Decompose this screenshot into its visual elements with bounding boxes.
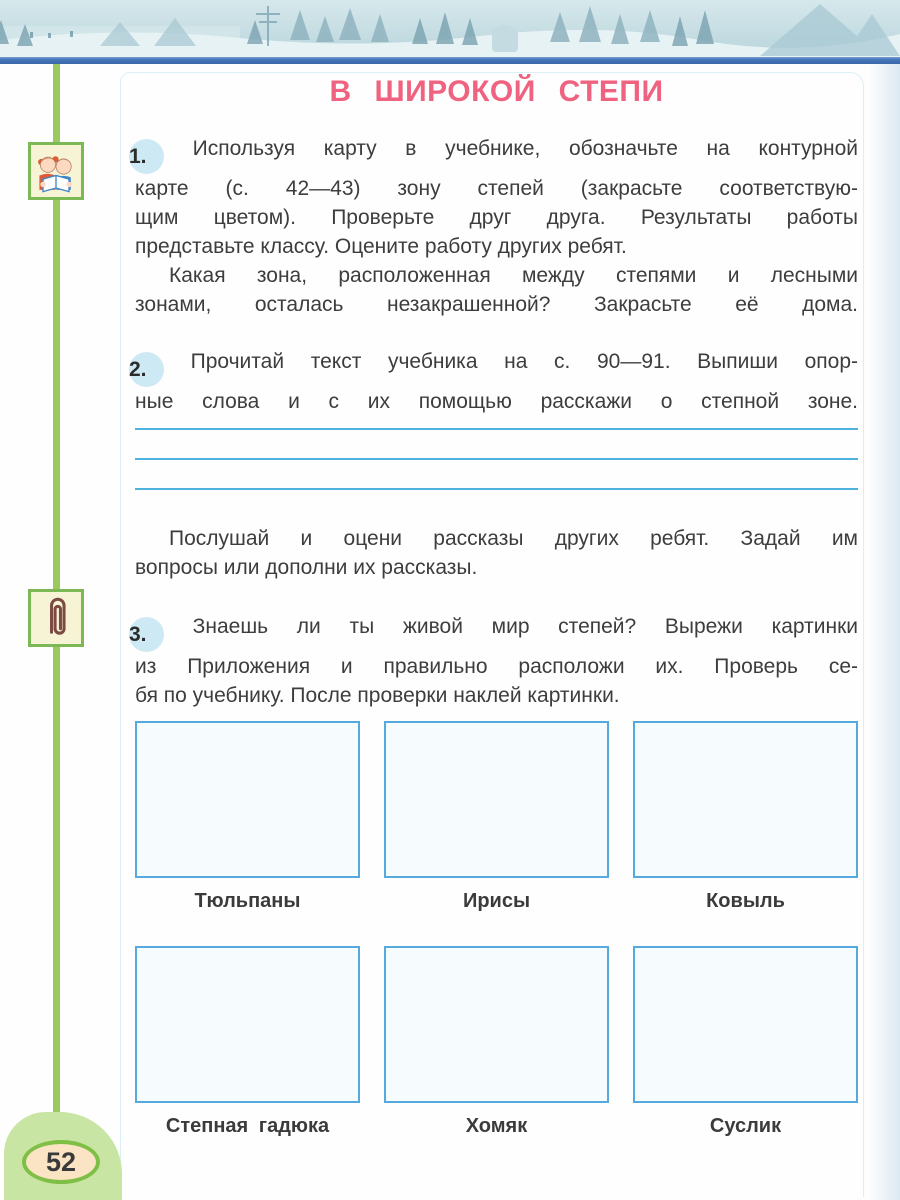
page-number-badge: 52 [22, 1140, 100, 1184]
text-line: бя по учебнику. После проверки наклей картинки. [135, 684, 620, 707]
text-line: 2. Прочитай текст учебника на с. 90—91. Выпиши опор- [135, 347, 858, 387]
picture-caption: Степная гадюка [165, 1115, 330, 1137]
task1-paragraph-2 [135, 261, 858, 319]
task-number-badge: 2. [129, 352, 164, 387]
text-line: Послушай и оцени рассказы других ребят. Задай им [169, 527, 858, 550]
writing-line[interactable] [135, 488, 858, 490]
text-line: представьте классу. Оцените работу других ребят. [135, 235, 627, 258]
task3-paragraph-1 [129, 612, 858, 710]
banner-bottom-stripe [0, 57, 900, 64]
winter-landscape-banner [0, 0, 900, 57]
task2-paragraph-1 [129, 347, 858, 416]
picture-caption: Суслик [709, 1115, 782, 1137]
text-line: карте (с. 42—43) зону степей (закрасьте соответствую- [135, 177, 858, 200]
picture-slot [633, 946, 858, 1138]
picture-placeholder-box[interactable] [384, 721, 609, 878]
picture-caption: Ирисы [462, 890, 531, 912]
page-title: В ШИРОКОЙ СТЕПИ [329, 75, 664, 108]
text-line: Какая зона, расположенная между степями и лесными [169, 264, 858, 287]
picture-slot [135, 946, 360, 1138]
picture-caption: Тюльпаны [194, 890, 301, 912]
task-number-badge: 3. [129, 617, 164, 652]
task2-paragraph-2 [135, 524, 858, 582]
children-reading-icon [28, 142, 84, 200]
text-line: из Приложения и правильно расположи их. Проверь се- [135, 655, 858, 678]
text-line: щим цветом). Проверьте друг друга. Результаты работы [135, 206, 858, 229]
writing-line[interactable] [135, 458, 858, 460]
picture-caption: Хомяк [465, 1115, 528, 1137]
picture-placeholder-box[interactable] [633, 721, 858, 878]
paperclip-icon [28, 589, 84, 647]
text-line: вопросы или дополни их рассказы. [135, 556, 478, 579]
text-line: зонами, осталась незакрашенной? Закрасьте её дома. [135, 293, 858, 316]
picture-placeholder-box[interactable] [135, 721, 360, 878]
picture-placeholder-box[interactable] [384, 946, 609, 1103]
task1-paragraph-1 [129, 134, 858, 261]
text-line: ные слова и с их помощью расскажи о степной зоне. [135, 390, 858, 413]
picture-placeholder-box[interactable] [633, 946, 858, 1103]
page-edge-shading [868, 64, 900, 1200]
picture-placeholder-box[interactable] [135, 946, 360, 1103]
picture-caption: Ковыль [706, 890, 785, 912]
content-column [129, 75, 858, 1138]
text-line: 3. Знаешь ли ты живой мир степей? Вырежи картинки [135, 612, 858, 652]
picture-slot [384, 946, 609, 1138]
picture-grid [135, 721, 858, 1138]
picture-slot [384, 721, 609, 913]
writing-lines [135, 428, 858, 490]
task-number-badge: 1. [129, 139, 164, 174]
writing-line[interactable] [135, 428, 858, 430]
text-line: 1. Используя карту в учебнике, обозначьте на контурной [135, 134, 858, 174]
picture-slot [633, 721, 858, 913]
picture-slot [135, 721, 360, 913]
